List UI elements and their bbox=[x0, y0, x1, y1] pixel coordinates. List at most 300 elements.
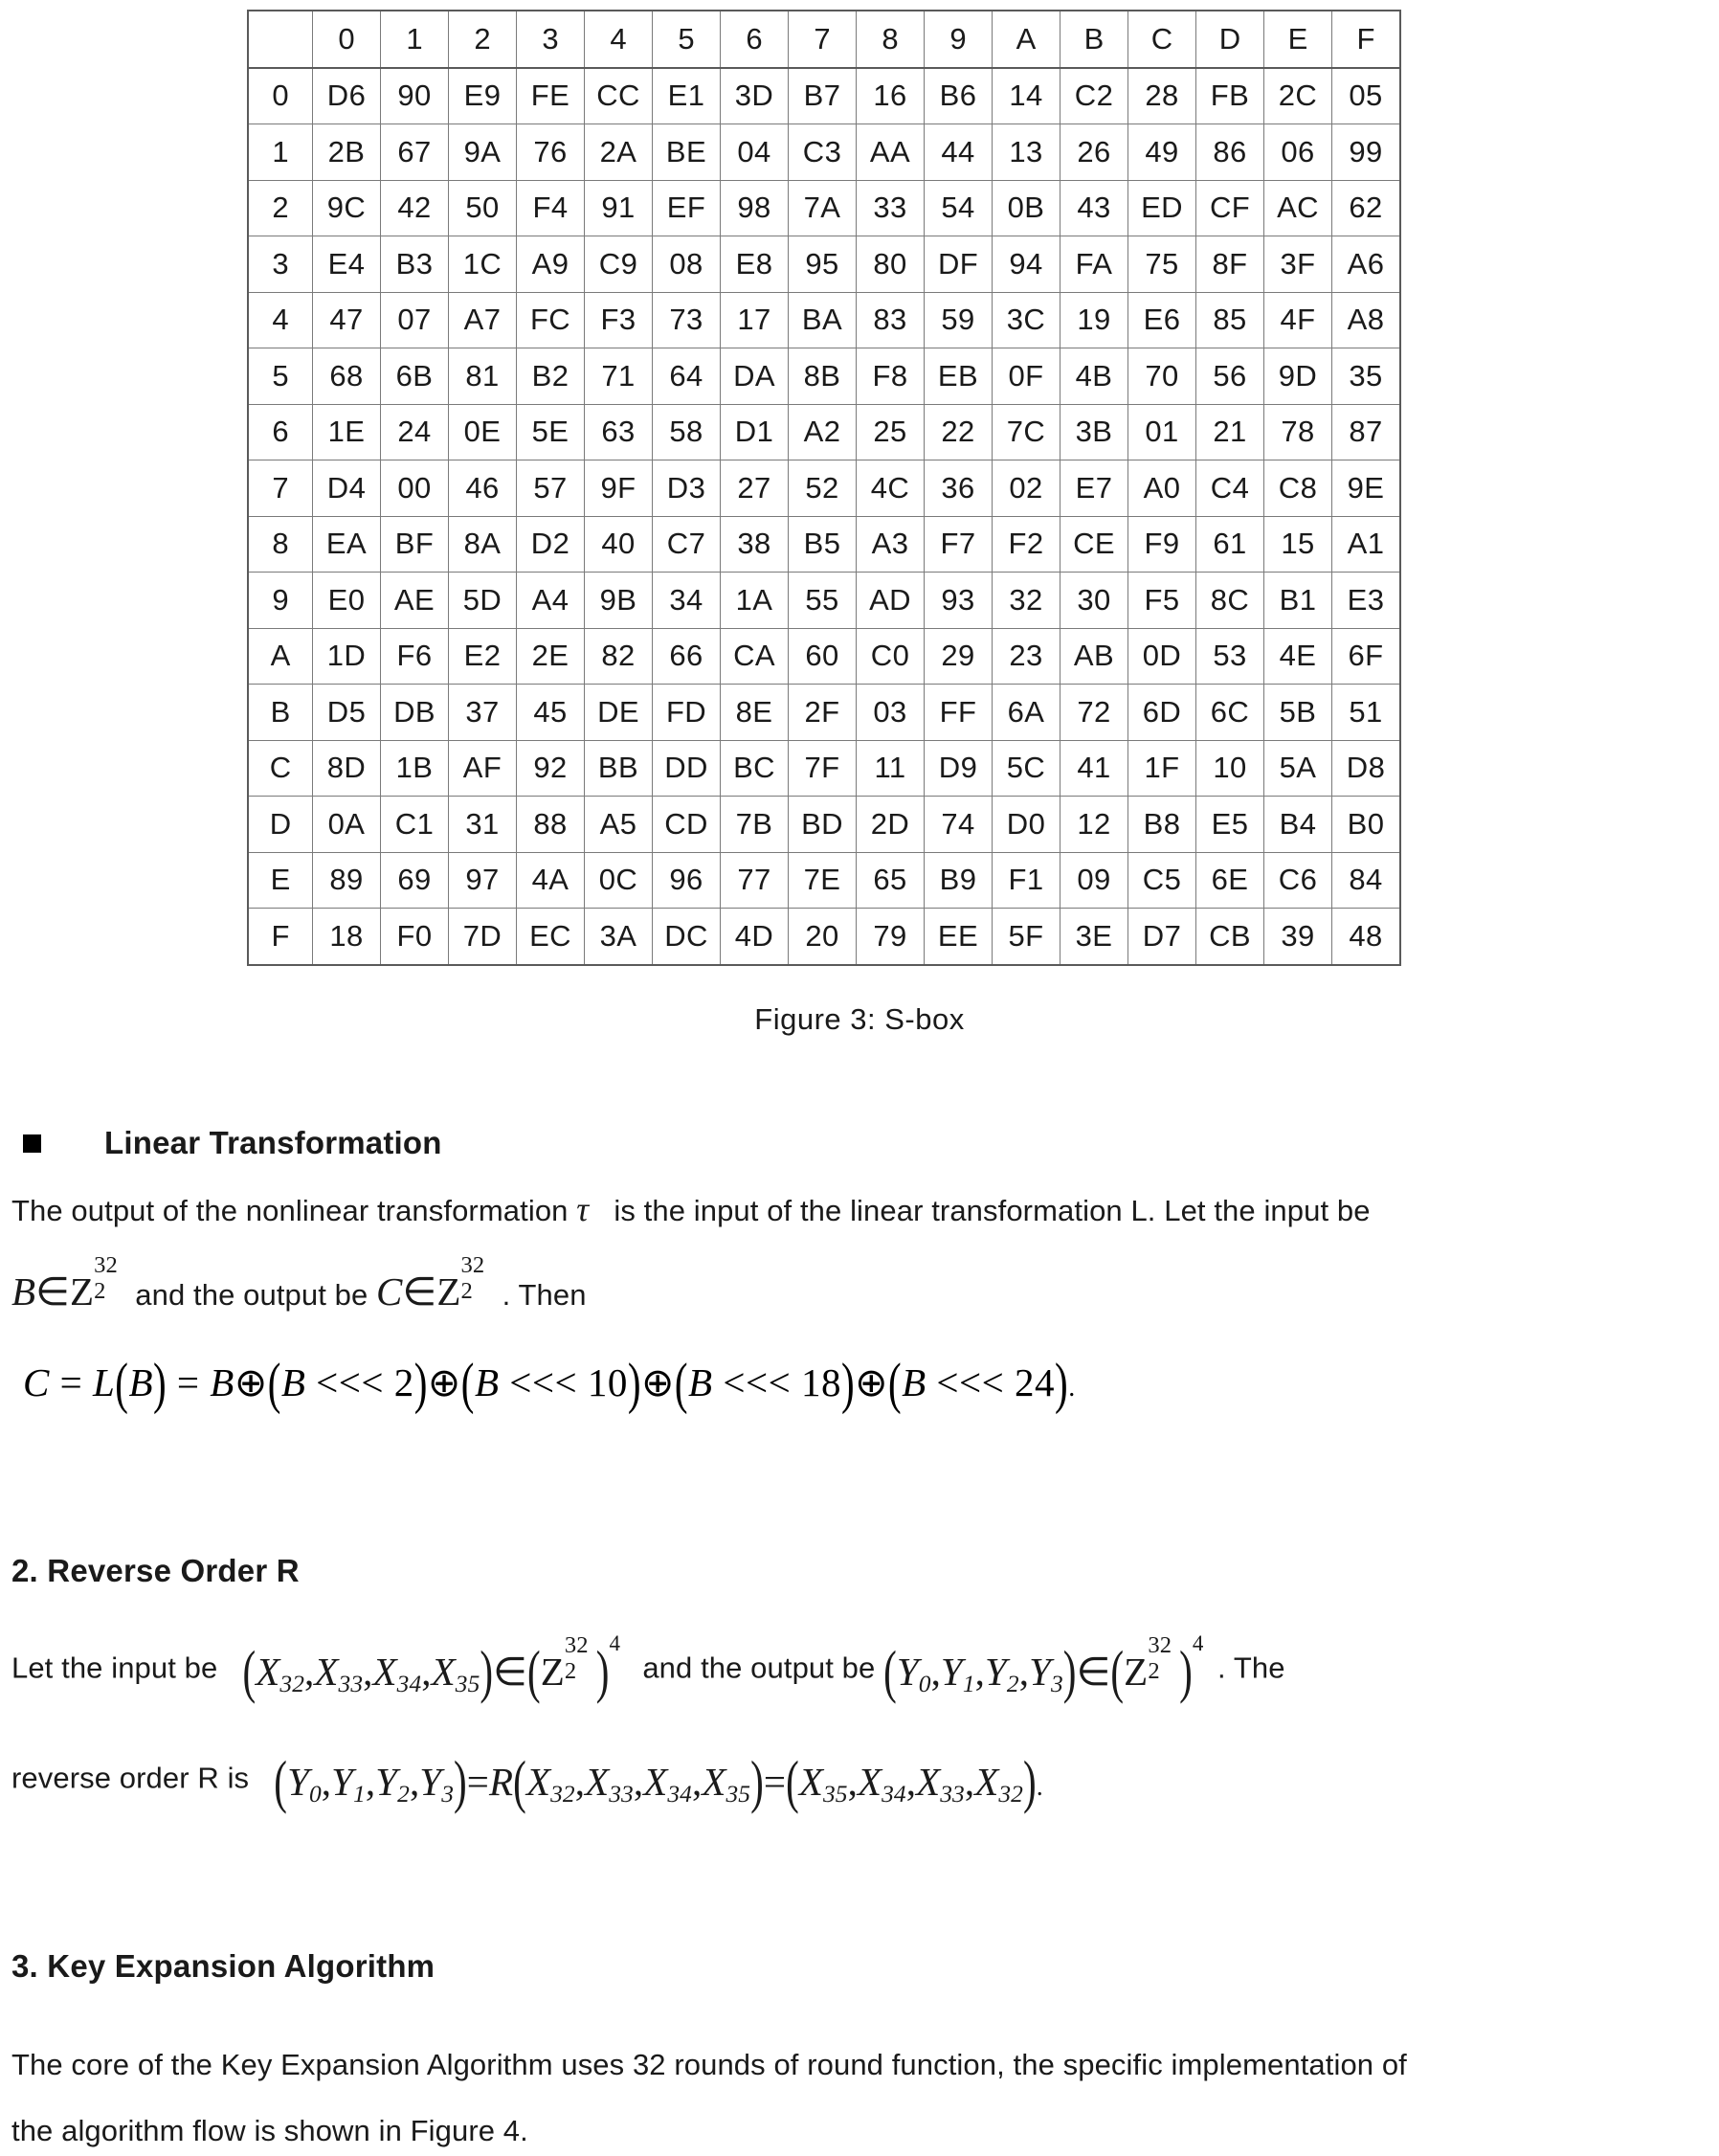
sbox-cell-05: E1 bbox=[653, 68, 721, 124]
tuple-y-2: Y bbox=[940, 1650, 963, 1694]
sbox-cell-3E: 3F bbox=[1264, 236, 1332, 293]
sbox-cell-EC: C5 bbox=[1128, 852, 1196, 909]
sbox-cell-C3: 92 bbox=[517, 740, 585, 797]
sbox-col-header-B: B bbox=[1060, 11, 1128, 68]
sbox-cell-C0: 8D bbox=[313, 740, 381, 797]
linear-transformation-equation bbox=[23, 1350, 1076, 1415]
sbox-cell-D1: C1 bbox=[381, 797, 449, 853]
ro-comma-6: , bbox=[691, 1760, 703, 1804]
sbox-cell-C9: D9 bbox=[925, 740, 993, 797]
sbox-cell-E4: 0C bbox=[585, 852, 653, 909]
sbox-cell-45: 73 bbox=[653, 292, 721, 348]
sbox-cell-A9: 29 bbox=[925, 628, 993, 685]
tuple-y-3: Y bbox=[985, 1650, 1007, 1694]
sbox-cell-DF: B0 bbox=[1332, 797, 1401, 853]
set-z-letter-d: Z bbox=[1124, 1650, 1149, 1694]
sbox-row bbox=[248, 740, 1400, 797]
sbox-cell-9A: 32 bbox=[993, 573, 1060, 629]
sbox-cell-4C: E6 bbox=[1128, 292, 1196, 348]
sbox-cell-20: 9C bbox=[313, 180, 381, 236]
sbox-row bbox=[248, 404, 1400, 460]
ro-x-2-sub: 33 bbox=[609, 1781, 634, 1808]
sbox-cell-A3: 2E bbox=[517, 628, 585, 685]
math-output-tuple-y bbox=[883, 1630, 1204, 1705]
sbox-cell-C4: BB bbox=[585, 740, 653, 797]
sbox-cell-B1: DB bbox=[381, 685, 449, 741]
sbox-cell-F5: DC bbox=[653, 909, 721, 965]
eq-b-shift-2: B bbox=[474, 1360, 500, 1404]
sbox-cell-95: 34 bbox=[653, 573, 721, 629]
sbox-cell-CB: 41 bbox=[1060, 740, 1128, 797]
sbox-cell-80: EA bbox=[313, 516, 381, 573]
sbox-cell-7C: A0 bbox=[1128, 460, 1196, 517]
math-input-tuple-x bbox=[242, 1630, 621, 1705]
square-bullet-icon bbox=[23, 1134, 41, 1153]
sbox-table bbox=[247, 10, 1401, 966]
sbox-cell-7D: C4 bbox=[1196, 460, 1264, 517]
tuple-y-1: Y bbox=[896, 1650, 919, 1694]
sbox-cell-A5: 66 bbox=[653, 628, 721, 685]
sbox-row bbox=[248, 292, 1400, 348]
ro-res-4: X bbox=[974, 1760, 999, 1804]
ro-res-3: X bbox=[916, 1760, 941, 1804]
sbox-col-header-5: 5 bbox=[653, 11, 721, 68]
sbox-cell-C2: AF bbox=[449, 740, 517, 797]
sbox-cell-B9: FF bbox=[925, 685, 993, 741]
sbox-row bbox=[248, 348, 1400, 405]
sbox-cell-C5: DD bbox=[653, 740, 721, 797]
sbox-cell-07: B7 bbox=[789, 68, 857, 124]
ro-y-4-sub: 3 bbox=[441, 1781, 455, 1808]
sbox-cell-63: 5E bbox=[517, 404, 585, 460]
sbox-row bbox=[248, 180, 1400, 236]
sbox-row-header-9: 9 bbox=[248, 573, 313, 629]
ro-comma-4: , bbox=[574, 1760, 586, 1804]
sbox-cell-3A: 94 bbox=[993, 236, 1060, 293]
element-of-symbol-1: ∈ bbox=[35, 1269, 70, 1314]
sbox-cell-DE: B4 bbox=[1264, 797, 1332, 853]
sbox-cell-D5: CD bbox=[653, 797, 721, 853]
sbox-cell-88: A3 bbox=[857, 516, 925, 573]
sbox-cell-57: 8B bbox=[789, 348, 857, 405]
sbox-cell-5E: 9D bbox=[1264, 348, 1332, 405]
sbox-cell-38: 80 bbox=[857, 236, 925, 293]
ro-y-1: Y bbox=[287, 1760, 309, 1804]
figure-caption: Figure 3: S-box bbox=[754, 1002, 965, 1036]
tuple-paren-open-1: ( bbox=[242, 1638, 257, 1705]
reverse-order-para-line2 bbox=[11, 1748, 1706, 1815]
tuple-comma-4: , bbox=[930, 1650, 941, 1694]
eq-shift-op-4: <<< bbox=[936, 1360, 1005, 1404]
tuple-paren-close-1: ) bbox=[480, 1638, 494, 1705]
eq-xor-4: ⊕ bbox=[855, 1360, 888, 1404]
sbox-cell-29: 54 bbox=[925, 180, 993, 236]
eq-paren-open-1: ( bbox=[115, 1350, 129, 1415]
eq-b-shift-3: B bbox=[688, 1360, 713, 1404]
sbox-cell-93: A4 bbox=[517, 573, 585, 629]
eq-xor-1: ⊕ bbox=[234, 1360, 268, 1404]
tuple-comma-3: , bbox=[421, 1650, 432, 1694]
sbox-cell-CC: 1F bbox=[1128, 740, 1196, 797]
sbox-cell-27: 7A bbox=[789, 180, 857, 236]
set-z2-32-c bbox=[540, 1631, 589, 1703]
sbox-cell-3C: 75 bbox=[1128, 236, 1196, 293]
variable-c: C bbox=[376, 1269, 403, 1314]
sbox-cell-75: D3 bbox=[653, 460, 721, 517]
sbox-cell-65: 58 bbox=[653, 404, 721, 460]
sbox-cell-BE: 5B bbox=[1264, 685, 1332, 741]
sbox-cell-FA: 5F bbox=[993, 909, 1060, 965]
set-exponent-a: 32 bbox=[94, 1251, 118, 1278]
sbox-cell-EB: 09 bbox=[1060, 852, 1128, 909]
ro-x-4: X bbox=[702, 1760, 726, 1804]
sbox-col-header-6: 6 bbox=[721, 11, 789, 68]
ro-res-2: X bbox=[857, 1760, 882, 1804]
sbox-cell-E8: 65 bbox=[857, 852, 925, 909]
sbox-cell-26: 98 bbox=[721, 180, 789, 236]
ro-x-1: X bbox=[525, 1760, 551, 1804]
sbox-row-header-8: 8 bbox=[248, 516, 313, 573]
ro-line2-start: reverse order R is bbox=[11, 1761, 250, 1795]
sbox-cell-F0: 18 bbox=[313, 909, 381, 965]
ro-x-2: X bbox=[585, 1760, 610, 1804]
sbox-cell-37: 95 bbox=[789, 236, 857, 293]
sbox-cell-B0: D5 bbox=[313, 685, 381, 741]
lt-para-before-tau: The output of the nonlinear transformation bbox=[11, 1194, 569, 1227]
sbox-cell-17: C3 bbox=[789, 124, 857, 181]
set-z2-32-a bbox=[69, 1251, 118, 1323]
sbox-cell-5D: 56 bbox=[1196, 348, 1264, 405]
sbox-cell-2F: 62 bbox=[1332, 180, 1401, 236]
sbox-cell-7F: 9E bbox=[1332, 460, 1401, 517]
sbox-col-header-4: 4 bbox=[585, 11, 653, 68]
ro-line1-start: Let the input be bbox=[11, 1651, 218, 1685]
sbox-cell-F8: 79 bbox=[857, 909, 925, 965]
sbox-cell-D3: 88 bbox=[517, 797, 585, 853]
sbox-cell-C8: 11 bbox=[857, 740, 925, 797]
sbox-cell-70: D4 bbox=[313, 460, 381, 517]
sbox-cell-8F: A1 bbox=[1332, 516, 1401, 573]
sbox-cell-0E: 2C bbox=[1264, 68, 1332, 124]
sbox-cell-33: A9 bbox=[517, 236, 585, 293]
eq-shift-amount-3: 18 bbox=[800, 1360, 841, 1404]
tuple-x-1: X bbox=[256, 1650, 280, 1694]
sbox-cell-6D: 21 bbox=[1196, 404, 1264, 460]
sbox-cell-35: 08 bbox=[653, 236, 721, 293]
tuple-x-2-sub: 33 bbox=[338, 1671, 364, 1698]
sbox-cell-BB: 72 bbox=[1060, 685, 1128, 741]
sbox-cell-76: 27 bbox=[721, 460, 789, 517]
sbox-cell-1C: 49 bbox=[1128, 124, 1196, 181]
tuple-x-4-sub: 35 bbox=[455, 1671, 480, 1698]
sbox-cell-FD: CB bbox=[1196, 909, 1264, 965]
sbox-cell-71: 00 bbox=[381, 460, 449, 517]
sbox-cell-F3: EC bbox=[517, 909, 585, 965]
set-z-letter-b: Z bbox=[436, 1269, 461, 1314]
sbox-cell-69: 22 bbox=[925, 404, 993, 460]
sbox-cell-A6: CA bbox=[721, 628, 789, 685]
sbox-cell-D4: A5 bbox=[585, 797, 653, 853]
sbox-cell-82: 8A bbox=[449, 516, 517, 573]
eq-paren-open-5: ( bbox=[887, 1350, 903, 1415]
sbox-cell-96: 1A bbox=[721, 573, 789, 629]
ro-period: . bbox=[1036, 1772, 1043, 1802]
sbox-cell-12: 9A bbox=[449, 124, 517, 181]
ro-comma-3: , bbox=[409, 1760, 420, 1804]
tuple-x-3-sub: 34 bbox=[396, 1671, 422, 1698]
eq-xor-3: ⊕ bbox=[641, 1360, 675, 1404]
pow-paren-open-1: ( bbox=[526, 1638, 541, 1705]
sbox-cell-8A: F2 bbox=[993, 516, 1060, 573]
linear-transformation-heading-label: Linear Transformation bbox=[104, 1125, 442, 1160]
sbox-cell-94: 9B bbox=[585, 573, 653, 629]
sbox-row-header-4: 4 bbox=[248, 292, 313, 348]
sbox-cell-A2: E2 bbox=[449, 628, 517, 685]
sbox-col-header-C: C bbox=[1128, 11, 1196, 68]
sbox-cell-4F: A8 bbox=[1332, 292, 1401, 348]
tuple-paren-open-2: ( bbox=[883, 1638, 897, 1705]
sbox-cell-5F: 35 bbox=[1332, 348, 1401, 405]
ro-y-1-sub: 0 bbox=[308, 1781, 322, 1808]
sbox-row-header-E: E bbox=[248, 852, 313, 909]
sbox-cell-78: 4C bbox=[857, 460, 925, 517]
sbox-cell-01: 90 bbox=[381, 68, 449, 124]
sbox-cell-18: AA bbox=[857, 124, 925, 181]
math-reverse-order-equation bbox=[274, 1748, 1043, 1815]
sbox-cell-D0: 0A bbox=[313, 797, 381, 853]
sbox-cell-00: D6 bbox=[313, 68, 381, 124]
sbox-cell-92: 5D bbox=[449, 573, 517, 629]
sbox-cell-2A: 0B bbox=[993, 180, 1060, 236]
element-of-symbol-4: ∈ bbox=[1076, 1650, 1111, 1694]
sbox-row bbox=[248, 628, 1400, 685]
sbox-col-header-D: D bbox=[1196, 11, 1264, 68]
sbox-cell-CD: 10 bbox=[1196, 740, 1264, 797]
sbox-cell-EF: 84 bbox=[1332, 852, 1401, 909]
sbox-row bbox=[248, 909, 1400, 965]
sbox-cell-74: 9F bbox=[585, 460, 653, 517]
sbox-cell-90: E0 bbox=[313, 573, 381, 629]
set-z2-32-d bbox=[1124, 1631, 1172, 1703]
set-z-letter-c: Z bbox=[540, 1650, 565, 1694]
sbox-cell-5A: 0F bbox=[993, 348, 1060, 405]
eq-paren-close-4: ) bbox=[840, 1350, 856, 1415]
sbox-cell-59: EB bbox=[925, 348, 993, 405]
ro-y-2-sub: 1 bbox=[353, 1781, 366, 1808]
ro-y-4: Y bbox=[419, 1760, 442, 1804]
sbox-cell-7A: 02 bbox=[993, 460, 1060, 517]
tuple-paren-close-3: ) bbox=[454, 1748, 467, 1815]
sbox-row-header-6: 6 bbox=[248, 404, 313, 460]
sbox-cell-56: DA bbox=[721, 348, 789, 405]
sbox-cell-C1: 1B bbox=[381, 740, 449, 797]
sbox-row-header-C: C bbox=[248, 740, 313, 797]
sbox-cell-83: D2 bbox=[517, 516, 585, 573]
sbox-cell-6A: 7C bbox=[993, 404, 1060, 460]
tuple-comma-1: , bbox=[304, 1650, 315, 1694]
tuple-paren-close-2: ) bbox=[1062, 1638, 1077, 1705]
eq-shift-amount-1: 2 bbox=[393, 1360, 414, 1404]
eq-term-b0: B bbox=[210, 1360, 234, 1404]
sbox-cell-02: E9 bbox=[449, 68, 517, 124]
sbox-cell-62: 0E bbox=[449, 404, 517, 460]
sbox-cell-09: B6 bbox=[925, 68, 993, 124]
sbox-col-header-F: F bbox=[1332, 11, 1401, 68]
set-exponent-d: 32 bbox=[1148, 1631, 1172, 1658]
ro-res-1: X bbox=[798, 1760, 823, 1804]
eq-b-shift-4: B bbox=[902, 1360, 926, 1404]
linear-transformation-para-line1 bbox=[11, 1183, 1706, 1237]
sbox-cell-E1: 69 bbox=[381, 852, 449, 909]
sbox-cell-3D: 8F bbox=[1196, 236, 1264, 293]
ro-comma-1: , bbox=[321, 1760, 332, 1804]
sbox-row-header-B: B bbox=[248, 685, 313, 741]
eq-shift-op-1: <<< bbox=[316, 1360, 385, 1404]
sbox-row bbox=[248, 685, 1400, 741]
sbox-cell-A7: 60 bbox=[789, 628, 857, 685]
sbox-row bbox=[248, 68, 1400, 124]
sbox-cell-AD: 53 bbox=[1196, 628, 1264, 685]
sbox-cell-97: 55 bbox=[789, 573, 857, 629]
ro-y-3: Y bbox=[375, 1760, 398, 1804]
set-subscript-b: 2 bbox=[460, 1277, 473, 1304]
sbox-cell-54: 71 bbox=[585, 348, 653, 405]
tuple-x-1-sub: 32 bbox=[279, 1671, 305, 1698]
sbox-cell-D6: 7B bbox=[721, 797, 789, 853]
ro-r-function: R bbox=[489, 1760, 514, 1804]
sbox-cell-D2: 31 bbox=[449, 797, 517, 853]
sbox-cell-F7: 20 bbox=[789, 909, 857, 965]
sbox-cell-10: 2B bbox=[313, 124, 381, 181]
tau-symbol: τ bbox=[576, 1190, 590, 1228]
sbox-cell-03: FE bbox=[517, 68, 585, 124]
sbox-cell-22: 50 bbox=[449, 180, 517, 236]
sbox-cell-A8: C0 bbox=[857, 628, 925, 685]
eq-paren-close-3: ) bbox=[627, 1350, 642, 1415]
sbox-cell-73: 57 bbox=[517, 460, 585, 517]
math-b-in-z32 bbox=[11, 1251, 135, 1314]
sbox-cell-AF: 6F bbox=[1332, 628, 1401, 685]
sbox-cell-B5: FD bbox=[653, 685, 721, 741]
tuple-x-4: X bbox=[431, 1650, 456, 1694]
sbox-cell-67: A2 bbox=[789, 404, 857, 460]
sbox-cell-60: 1E bbox=[313, 404, 381, 460]
tuple-x-2: X bbox=[314, 1650, 339, 1694]
sbox-col-header-0: 0 bbox=[313, 11, 381, 68]
sbox-cell-DA: D0 bbox=[993, 797, 1060, 853]
variable-b: B bbox=[11, 1269, 36, 1314]
sbox-cell-B3: 45 bbox=[517, 685, 585, 741]
sbox-cell-16: 04 bbox=[721, 124, 789, 181]
eq-paren-open-4: ( bbox=[674, 1350, 689, 1415]
sbox-cell-6F: 87 bbox=[1332, 404, 1401, 460]
sbox-cell-66: D1 bbox=[721, 404, 789, 460]
ro-comma-7: , bbox=[847, 1760, 858, 1804]
key-expansion-heading: 3. Key Expansion Algorithm bbox=[11, 1948, 435, 1984]
tuple-y-4-sub: 3 bbox=[1050, 1671, 1063, 1698]
sbox-cell-F2: 7D bbox=[449, 909, 517, 965]
sbox-cell-50: 68 bbox=[313, 348, 381, 405]
tuple-y-3-sub: 2 bbox=[1006, 1671, 1019, 1698]
set-exponent-c: 32 bbox=[564, 1631, 589, 1658]
sbox-cell-25: EF bbox=[653, 180, 721, 236]
sbox-cell-6B: 3B bbox=[1060, 404, 1128, 460]
sbox-cell-11: 67 bbox=[381, 124, 449, 181]
set-subscript-c: 2 bbox=[564, 1657, 577, 1684]
sbox-row-header-0: 0 bbox=[248, 68, 313, 124]
sbox-cell-C6: BC bbox=[721, 740, 789, 797]
lt-line2-middle: and the output be bbox=[135, 1278, 368, 1312]
sbox-cell-8D: 61 bbox=[1196, 516, 1264, 573]
sbox-cell-BC: 6D bbox=[1128, 685, 1196, 741]
sbox-cell-1D: 86 bbox=[1196, 124, 1264, 181]
ro-equals-1: = bbox=[466, 1760, 490, 1804]
sbox-cell-46: 17 bbox=[721, 292, 789, 348]
sbox-cell-2C: ED bbox=[1128, 180, 1196, 236]
sbox-cell-85: C7 bbox=[653, 516, 721, 573]
sbox-cell-F9: EE bbox=[925, 909, 993, 965]
sbox-cell-7B: E7 bbox=[1060, 460, 1128, 517]
tuple-paren-open-4: ( bbox=[513, 1748, 526, 1815]
reverse-order-heading: 2. Reverse Order R bbox=[11, 1553, 300, 1588]
sbox-cell-BD: 6C bbox=[1196, 685, 1264, 741]
eq-shift-amount-4: 24 bbox=[1015, 1360, 1056, 1404]
sbox-cell-99: 93 bbox=[925, 573, 993, 629]
tuple-comma-5: , bbox=[974, 1650, 985, 1694]
sbox-cell-E2: 97 bbox=[449, 852, 517, 909]
eq-arg-b: B bbox=[128, 1360, 153, 1404]
sbox-cell-43: FC bbox=[517, 292, 585, 348]
sbox-row bbox=[248, 460, 1400, 517]
sbox-cell-B6: 8E bbox=[721, 685, 789, 741]
tuple-x-3: X bbox=[372, 1650, 397, 1694]
sbox-cell-31: B3 bbox=[381, 236, 449, 293]
eq-xor-2: ⊕ bbox=[427, 1360, 461, 1404]
pow-paren-close-2: ) bbox=[1179, 1638, 1193, 1705]
sbox-row-header-A: A bbox=[248, 628, 313, 685]
eq-paren-open-2: ( bbox=[267, 1350, 281, 1415]
sbox-row bbox=[248, 124, 1400, 181]
lt-line2-end: . Then bbox=[502, 1278, 587, 1312]
sbox-cell-CE: 5A bbox=[1264, 740, 1332, 797]
tuple-paren-open-5: ( bbox=[786, 1748, 799, 1815]
sbox-cell-8E: 15 bbox=[1264, 516, 1332, 573]
sbox-cell-CF: D8 bbox=[1332, 740, 1401, 797]
ro-x-4-sub: 35 bbox=[726, 1781, 751, 1808]
tuple-power-a: 4 bbox=[609, 1630, 621, 1655]
sbox-cell-1E: 06 bbox=[1264, 124, 1332, 181]
sbox-cell-40: 47 bbox=[313, 292, 381, 348]
sbox-col-header-A: A bbox=[993, 11, 1060, 68]
sbox-cell-28: 33 bbox=[857, 180, 925, 236]
sbox-cell-52: 81 bbox=[449, 348, 517, 405]
sbox-cell-F6: 4D bbox=[721, 909, 789, 965]
sbox-cell-DC: B8 bbox=[1128, 797, 1196, 853]
sbox-cell-F4: 3A bbox=[585, 909, 653, 965]
sbox-cell-9B: 30 bbox=[1060, 573, 1128, 629]
sbox-row-header-5: 5 bbox=[248, 348, 313, 405]
sbox-cell-61: 24 bbox=[381, 404, 449, 460]
sbox-col-header-9: 9 bbox=[925, 11, 993, 68]
sbox-cell-68: 25 bbox=[857, 404, 925, 460]
pow-paren-open-2: ( bbox=[1110, 1638, 1125, 1705]
sbox-cell-2E: AC bbox=[1264, 180, 1332, 236]
sbox-cell-9C: F5 bbox=[1128, 573, 1196, 629]
sbox-corner-cell bbox=[248, 11, 313, 68]
eq-paren-close-5: ) bbox=[1055, 1350, 1069, 1415]
tuple-paren-open-3: ( bbox=[274, 1748, 288, 1815]
ro-line1-end: . The bbox=[1217, 1651, 1285, 1685]
